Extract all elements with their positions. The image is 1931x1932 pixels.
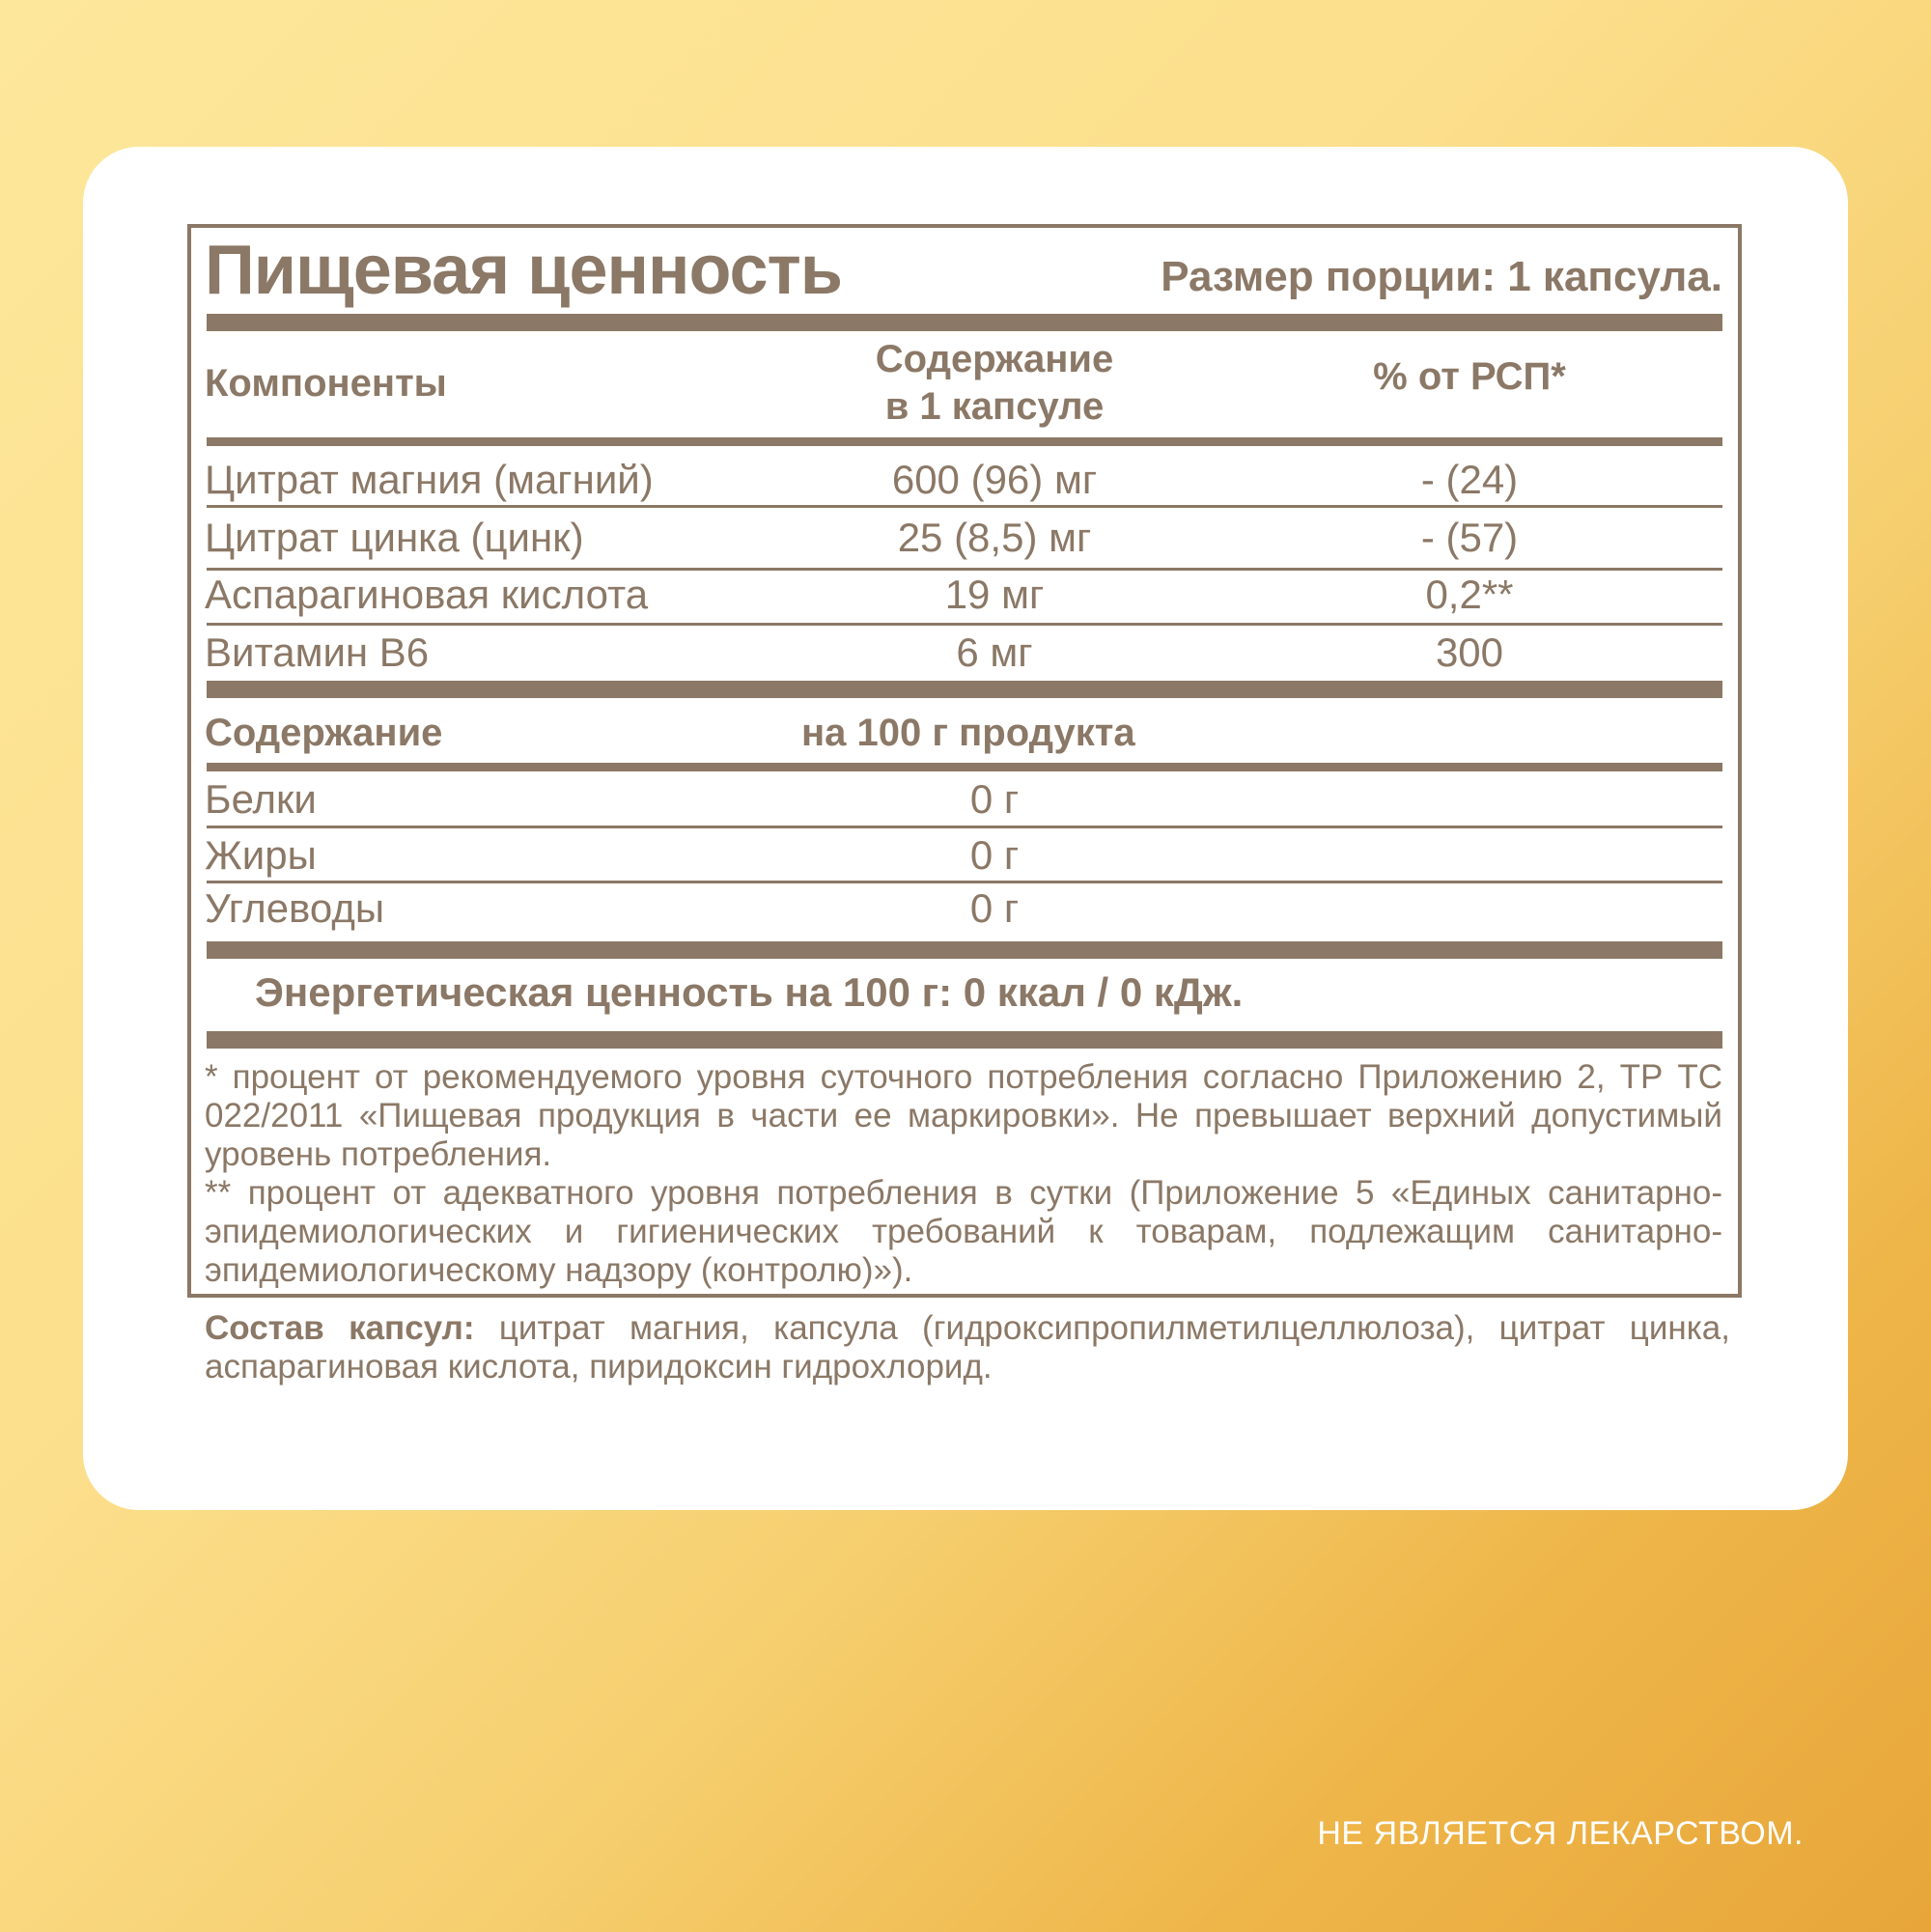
row-divider	[207, 505, 1722, 508]
table-row-amount: 25 (8,5) мг	[897, 515, 1092, 560]
divider-medium	[207, 437, 1722, 446]
composition-text: цитрат магния, капсула (гидроксипропилметилцеллюлоза), цитрат цинка, аспарагиновая кислота, пиридоксин гидрохлорид.	[205, 1309, 1730, 1386]
table-row-name: Витамин В6	[205, 630, 430, 675]
table-row-percent: - (24)	[1420, 457, 1519, 502]
table-row-name: Цитрат цинка (цинк)	[205, 515, 584, 560]
header-content-line1: Содержание	[875, 338, 1114, 380]
table-row-percent: - (57)	[1420, 515, 1519, 560]
table-row-percent: 0,2**	[1425, 572, 1514, 617]
serving-size: Размер порции: 1 капсула.	[1161, 253, 1722, 300]
disclaimer: НЕ ЯВЛЯЕТСЯ ЛЕКАРСТВОМ.	[1317, 1815, 1804, 1852]
table-row-name: Углеводы	[205, 885, 385, 931]
divider-thick	[207, 941, 1722, 959]
panel-title: Пищевая ценность	[205, 232, 843, 309]
table-row-name: Белки	[205, 776, 317, 822]
table-row-amount: 0 г	[969, 885, 1020, 931]
table-row-name: Жиры	[205, 832, 317, 878]
divider-thick	[207, 1031, 1722, 1049]
header-percent: % от РСП*	[1373, 355, 1566, 398]
table-row-amount: 19 мг	[944, 572, 1045, 617]
divider-thick	[207, 314, 1722, 331]
divider-thick	[207, 681, 1722, 698]
energy-value: Энергетическая ценность на 100 г: 0 ккал / 0 кДж.	[255, 969, 1244, 1015]
divider-medium	[207, 763, 1722, 771]
table-row-name: Цитрат магния (магний)	[205, 457, 654, 502]
footnote-1: * процент от рекомендуемого уровня суточного потребления согласно Приложению 2, ТР ТС 022/2011 «Пищевая продукция в части ее маркировки». Не превышает верхний допустимый уровень потребления.	[205, 1058, 1722, 1173]
footnotes	[205, 1058, 1722, 1290]
footnote-2: ** процент от адекватного уровня потребления в сутки (Приложение 5 «Единых санитарно-эпидемиологических и гигиенических требований к товарам, подлежащим санитарно-эпидемиологическому надзору (контролю)»).	[205, 1174, 1722, 1289]
composition-label: Состав капсул:	[205, 1309, 475, 1347]
row-divider	[207, 881, 1722, 883]
table-row-amount: 0 г	[969, 832, 1020, 878]
table-row-name: Аспарагиновая кислота	[205, 572, 649, 617]
composition	[205, 1309, 1730, 1386]
table-row-amount: 0 г	[969, 776, 1020, 822]
table-row-percent: 300	[1435, 630, 1504, 675]
header-content: Содержание	[205, 712, 443, 754]
header-content-line2: в 1 капсуле	[884, 385, 1105, 428]
header-per100: на 100 г продукта	[801, 712, 1135, 754]
table-row-amount: 600 (96) мг	[891, 457, 1098, 502]
header-components: Компоненты	[205, 362, 447, 405]
table-row-amount: 6 мг	[956, 630, 1033, 675]
row-divider	[207, 826, 1722, 828]
row-divider	[207, 623, 1722, 626]
